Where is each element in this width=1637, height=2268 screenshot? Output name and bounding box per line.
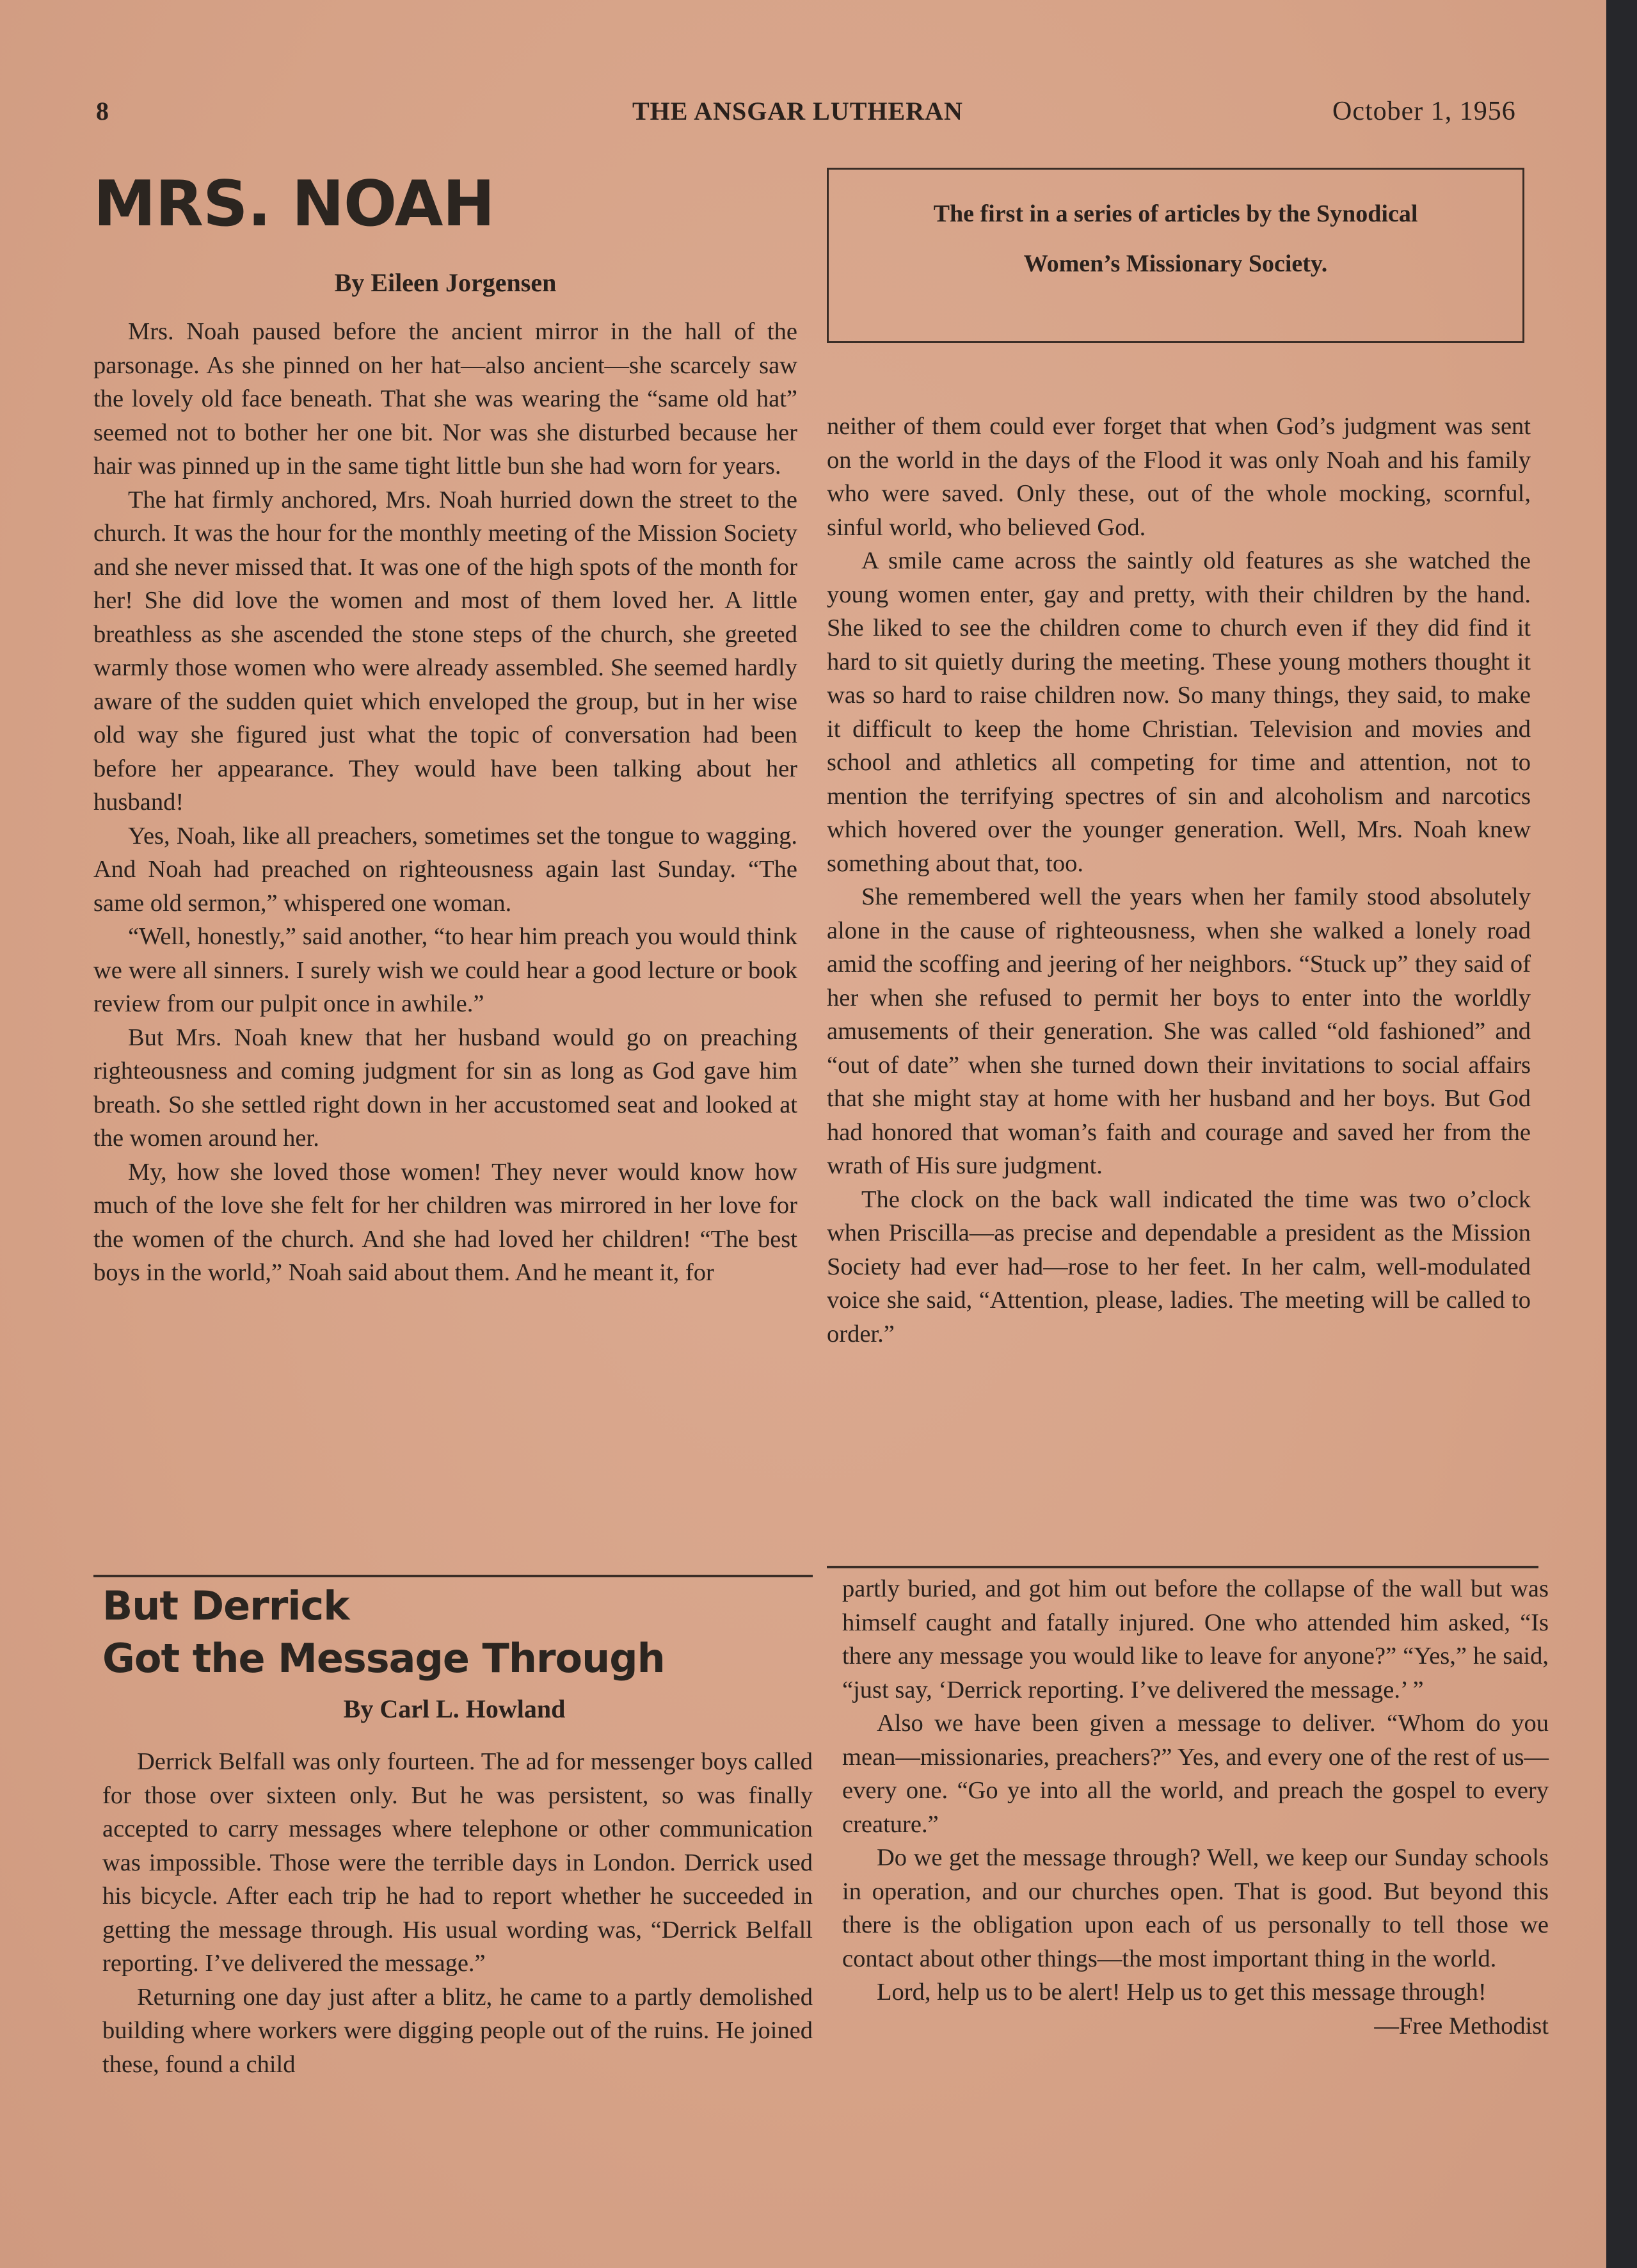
paragraph: The clock on the back wall indicated the time was two o’clock when Priscilla—as precise and dependable a president as the Mission Society had ever had—rose to her feet. In her calm, well-modulated voice she said, “Attention, please, ladies. The meeting will be called to order.” — [827, 1186, 1531, 1347]
article-column — [102, 1745, 813, 2081]
issue-date: October 1, 1956 — [1332, 97, 1516, 126]
paragraph: Mrs. Noah paused before the ancient mirror in the hall of the parsonage. As she pinned on her hat—also ancient—she scarcely saw the lovely old face beneath. That she was wearing the “same old hat” seemed not to bother her one bit. Nor was she disturbed because her hair was pinned up in the same tight little bun she had worn for years. — [93, 318, 797, 479]
article-column — [827, 410, 1531, 1351]
scan-background — [1606, 0, 1637, 2268]
paragraph: Returning one day just after a blitz, he came to a partly demolished building where workers were digging people out of the ruins. He joined these, found a child — [102, 1983, 813, 2078]
section-divider — [93, 1575, 813, 1577]
paragraph: partly buried, and got him out before the collapse of the wall but was himself caught and fatally injured. One who attended him asked, “Is there any message you would like to leave for anyone?” “Yes,” he said, “just say, ‘Derrick reporting. I’ve delivered the message.’ ” — [842, 1575, 1549, 1703]
paragraph: But Mrs. Noah knew that her husband would go on preaching righteousness and coming judgment for sin as long as God gave him breath. So she settled right down in her accustomed seat and looked at the women around her. — [93, 1024, 797, 1152]
series-note-line: Women’s Missionary Society. — [1023, 250, 1328, 277]
article-title-line: But Derrick — [102, 1582, 349, 1629]
paragraph: A smile came across the saintly old features as she watched the young women enter, gay and pretty, with their children by the hand. She liked to see the children come to church even if they did find it hard to sit quietly during the meeting. These young mothers thought it was so hard to raise children now. So many things, they said, to make it difficult to keep the home Christian. Television and movies and school and athletics all competing for time and attention, not to mention the terrifying spectres of sin and alcoholism and narcotics which hovered over the younger generation. Well, Mrs. Noah knew something about that, too. — [827, 547, 1531, 877]
article-column — [842, 1572, 1549, 2043]
paragraph: Also we have been given a message to deliver. “Whom do you mean—missionaries, preachers?” Yes, and every one of the rest of us—every one. “Go ye into all the world, and preach the gospel to every creature.” — [842, 1710, 1549, 1838]
page-number: 8 — [96, 97, 109, 125]
paragraph: neither of them could ever forget that when God’s judgment was sent on the world in the days of the Flood it was only Noah and his family who were saved. Only these, out of the whole mocking, scornful, sinful world, who believed God. — [827, 413, 1531, 541]
paragraph: Do we get the message through? Well, we keep our Sunday schools in operation, and our churches open. That is good. But beyond this there is the obligation upon each of us personally to tell those we contact about other things—the most important thing in the world. — [842, 1844, 1549, 1972]
paragraph — [842, 1975, 1549, 2039]
article-byline: By Carl L. Howland — [343, 1694, 566, 1723]
paragraph: Derrick Belfall was only fourteen. The ad for messenger boys called for those over sixteen only. But he was persistent, so was finally accepted to carry messages where telephone or other communication was impossible. Those were the terrible days in London. Derrick used his bicycle. After each trip he had to report whether he succeeded in getting the message through. His usual wording was, “Derrick Belfall reporting. I’ve delivered the message.” — [102, 1748, 813, 1977]
source-attribution: —Free Methodist — [1374, 2012, 1549, 2039]
article-title-line: Got the Message Through — [102, 1635, 665, 1682]
paragraph: She remembered well the years when her family stood absolutely alone in the cause of righteousness, when she walked a lonely road amid the scoffing and jeering of her neighbors. “Stuck up” they said of her when she refused to permit her boys to enter into the worldly amusements of their generation. She was called “old fashioned” and “out of date” when she turned down their invitations to social affairs that she might stay at home with her husband and her boys. But God had honored that woman’s faith and courage and saved her from the wrath of His sure judgment. — [827, 883, 1531, 1179]
closing-text: Lord, help us to be alert! Help us to get this message through! — [877, 1979, 1487, 2006]
article-column — [93, 315, 797, 1290]
article-title: MRS. NOAH — [93, 168, 495, 241]
paragraph: The hat firmly anchored, Mrs. Noah hurried down the street to the church. It was the hour for the monthly meeting of the Mission Society and she never missed that. It was one of the high spots of the month for her! She did love the women and most of them loved her. A little breathless as she ascended the stone steps of the church, she greeted warmly those women who were already assembled. She seemed hardly aware of the sudden quiet which enveloped the group, but in her wise old way she figured just what the topic of conversation had been before her appearance. They would have been talking about her husband! — [93, 486, 797, 816]
article-byline: By Eileen Jorgensen — [334, 268, 557, 297]
series-note-line: The first in a series of articles by the Synodical — [933, 200, 1418, 227]
article-title — [102, 1580, 665, 1685]
publication-name: THE ANSGAR LUTHERAN — [632, 97, 963, 125]
paragraph: “Well, honestly,” said another, “to hear him preach you would think we were all sinners. I surely wish we could hear a good lecture or book review from our pulpit once in awhile.” — [93, 923, 797, 1017]
series-note-box — [827, 168, 1524, 343]
paragraph: Yes, Noah, like all preachers, sometimes set the tongue to wagging. And Noah had preached on righteousness again last Sunday. “The same old sermon,” whispered one woman. — [93, 822, 797, 917]
section-divider — [827, 1566, 1538, 1568]
paragraph: My, how she loved those women! They never would know how much of the love she felt for her children was mirrored in her love for the women of the church. And she had loved her children! “The best boys in the world,” Noah said about them. And he meant it, for — [93, 1158, 797, 1286]
